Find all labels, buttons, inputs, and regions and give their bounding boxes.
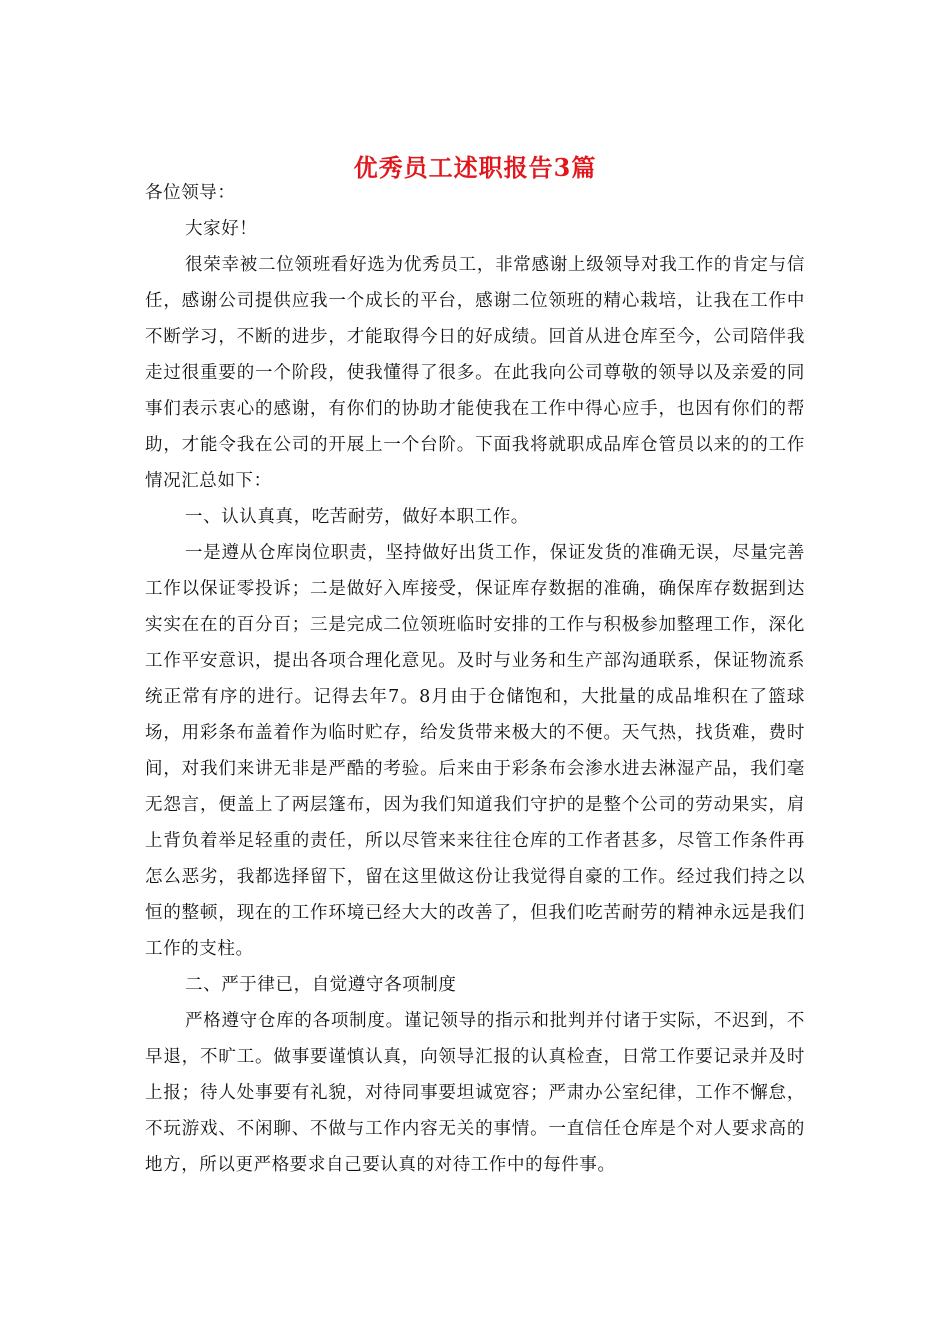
- paragraph-intro: 很荣幸被二位领班看好选为优秀员工，非常感谢上级领导对我工作的肯定与信任，感谢公司提供应我一个成长的平台，感谢二位领班的精心栽培，让我在工作中不断学习，不断的进步，才能取得今日的好成绩。回首从进仓库至今，公司陪伴我走过很重要的一个阶段，使我懂得了很多。在此我向公司尊敬的领导以及亲爱的同事们表示衷心的感谢，有你们的协助才能使我在工作中得心应手，也因有你们的帮助，才能令我在公司的开展上一个台阶。下面我将就职成品库仓管员以来的的工作情况汇总如下：: [145, 255, 805, 491]
- section-heading-2: 二、严于律已，自觉遵守各项制度: [185, 975, 457, 995]
- paragraph-section-1: 一是遵从仓库岗位职责，坚持做好出货工作，保证发货的准确无误，尽量完善工作以保证零投诉；二是做好入库接受，保证库存数据的准确，确保库存数据到达实实在在的百分百；三是完成二位领班临时安排的工作与积极参加整理工作，深化工作平安意识，提出各项合理化意见。及时与业务和生产部沟通联系，保证物流系统正常有序的进行。记得去年7。8月由于仓储饱和，大批量的成品堆积在了篮球场，用彩条布盖着作为临时贮存，给发货带来极大的不便。天气热，找货难，费时间，对我们来讲无非是严酷的考验。后来由于彩条布会渗水进去淋湿产品，我们毫无怨言，便盖上了两层篷布，因为我们知道我们守护的是整个公司的劳动果实，肩上背负着举足轻重的责任，所以尽管来来往往仓库的工作者甚多，尽管工作条件再怎么恶劣，我都选择留下，留在这里做这份让我觉得自豪的工作。经过我们持之以恒的整顿，现在的工作环境已经大大的改善了，但我们吃苦耐劳的精神永远是我们工作的支柱。: [145, 543, 805, 959]
- document-body: [145, 175, 805, 1183]
- greeting: 大家好！: [185, 219, 258, 239]
- salutation: 各位领导：: [145, 183, 236, 203]
- document-title: 优秀员工述职报告3篇: [353, 153, 597, 182]
- section-heading-1: 一、认认真真，吃苦耐劳，做好本职工作。: [185, 507, 529, 527]
- paragraph-section-2: 严格遵守仓库的各项制度。谨记领导的指示和批判并付诸于实际，不迟到，不早退，不旷工。做事要谨慎认真，向领导汇报的认真检查，日常工作要记录并及时上报；待人处事要有礼貌，对待同事要坦诚宽容；严肃办公室纪律，工作不懈怠，不玩游戏、不闲聊、不做与工作内容无关的事情。一直信任仓库是个对人要求高的地方，所以更严格要求自己要认真的对待工作中的每件事。: [145, 1011, 805, 1175]
